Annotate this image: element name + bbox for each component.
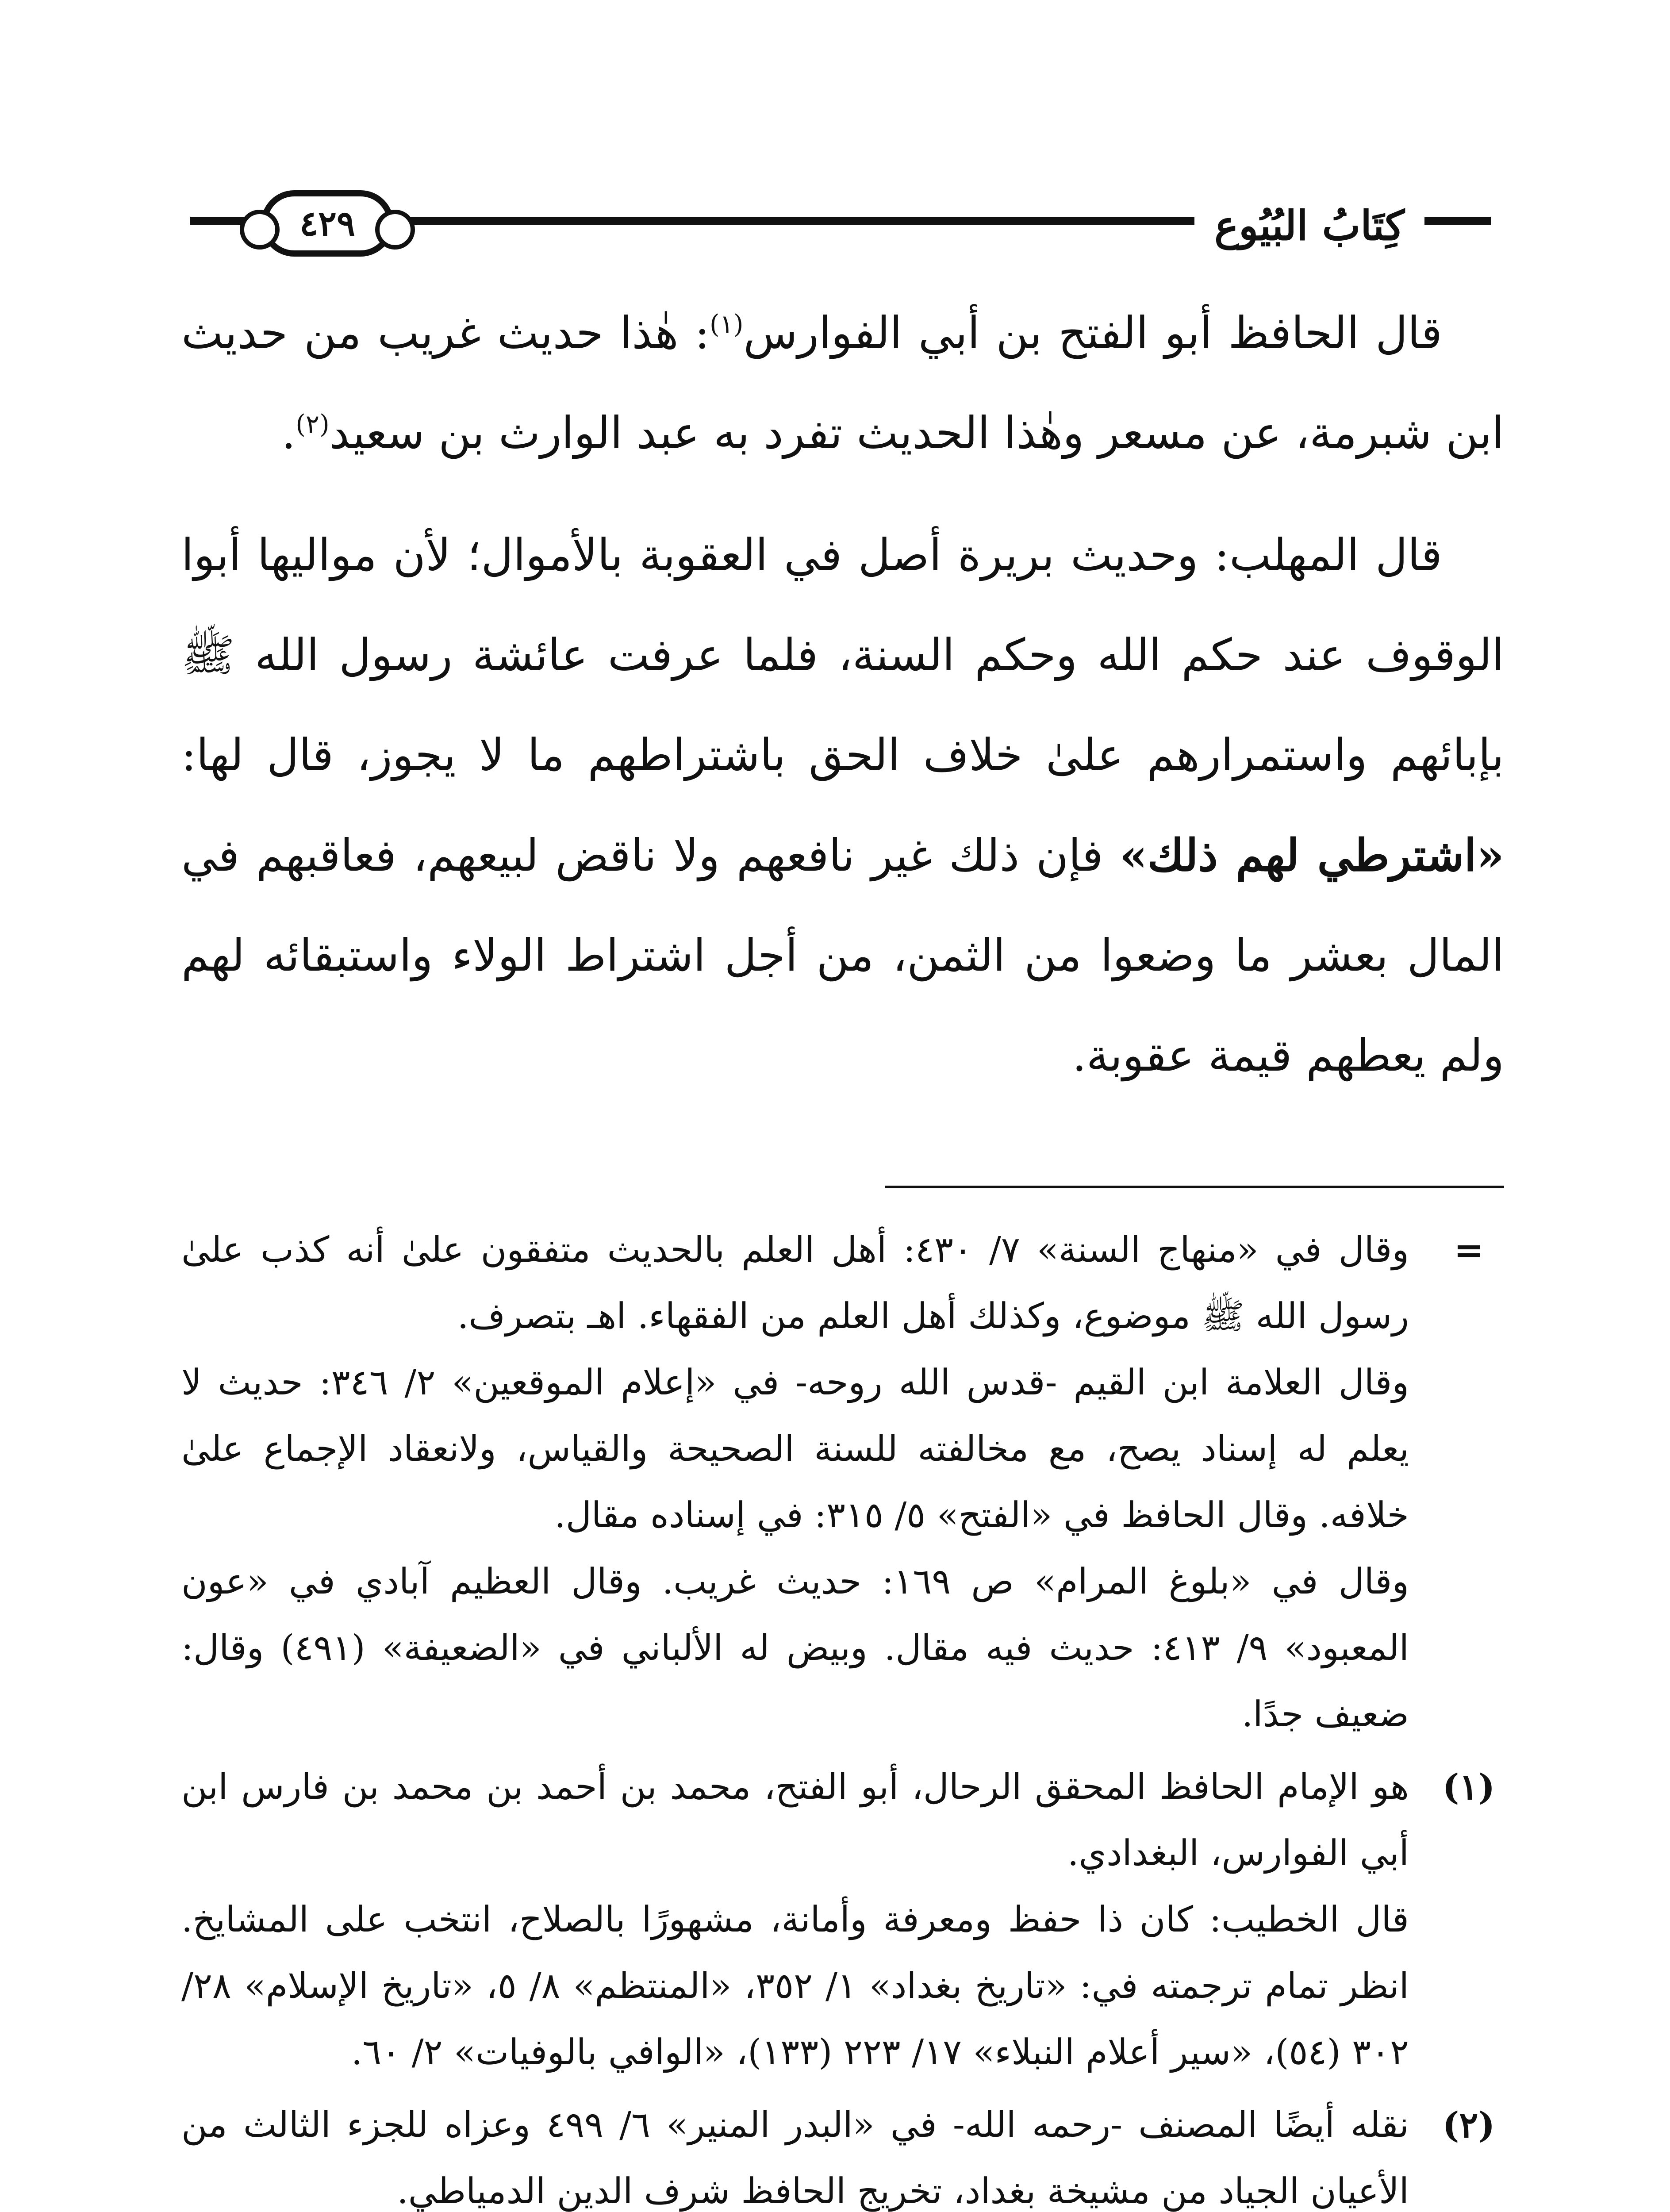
paragraph-1-text-a: قال الحافظ أبو الفتح بن أبي الفوارس [743,307,1442,359]
paragraph-2-text-b: فإن ذلك غير نافعهم ولا ناقض لبيعهم، فعاقبهم في المال بعشر ما وضعوا من الثمن، من أجل اشتراط الولاء واستبقائه لهم ولم يعطهم قيمة عقوبة. [181,830,1504,1081]
paragraph-2-text-a: قال المهلب: وحديث بريرة أصل في العقوبة بالأموال؛ لأن مواليها أبوا الوقوف عند حكم الله وحكم السنة، فلما عرفت عائشة رسول الله ﷺ بإبائهم واستمرارهم علىٰ خلاف الحق باشتراطهم ما لا يجوز، قال لها: [181,529,1504,781]
footnote-line: وقال العلامة ابن القيم -قدس الله روحه- في «إعلام الموقعين» ٢/ ٣٤٦: حديث لا يعلم له إسناد يصح، مع مخالفته للسنة الصحيحة والقياس، ولانعقاد الإجماع علىٰ خلافه. وقال الحافظ في «الفتح» ٥/ ٣١٥: في إسناده مقال. [181,1362,1409,1536]
footnotes [181,1217,1504,2212]
paragraph-1-end: . [281,407,296,459]
running-header [190,190,1491,265]
hadith-quote: «اشترطي لهم ذلك» [1120,829,1505,881]
footnote-line: نقله أيضًا المصنف -رحمه الله- في «البدر المنير» ٦/ ٤٩٩ وعزاه للجزء الثالث من الأعيان الجياد من مشيخة بغداد، تخريج الحافظ شرف الدين الدمياطي. [181,2104,1409,2212]
footnote-2-marker: (٢) [1442,2104,1495,2146]
footnote-ref-1: (١) [710,309,744,339]
book-title: كِتَابُ البُيُوع [1214,202,1405,250]
page-number: ٤٢٩ [261,190,394,257]
footnote-2 [181,2092,1504,2212]
paragraph-1-text-b: : هٰذا حديث غريب من حديث ابن شبرمة، عن مسعر وهٰذا الحديث تفرد به عبد الوارث بن سعيد [181,307,1504,459]
continuation-marker: = [1454,1229,1484,1271]
footnote-line: وقال في «منهاج السنة» ٧/ ٤٣٠: أهل العلم بالحديث متفقون علىٰ أنه كذب علىٰ رسول الله ﷺ موضوع، وكذلك أهل العلم من الفقهاء. اهـ بتصرف. [181,1229,1409,1336]
footnote-line: هو الإمام الحافظ المحقق الرحال، أبو الفتح، محمد بن أحمد بن محمد بن فارس ابن أبي الفوارس، البغدادي. [181,1766,1409,1874]
main-text [181,283,1504,1128]
footnote-1-marker: (١) [1442,1766,1495,1808]
footnote-ref-2: (٢) [296,409,330,439]
footnote-line: قال الخطيب: كان ذا حفظ ومعرفة وأمانة، مشهورًا بالصلاح، انتخب على المشايخ. انظر تمام ترجمته في: «تاريخ بغداد» ١/ ٣٥٢، «المنتظم» ٨/ ٥، «تاريخ الإسلام» ٢٨/ ٣٠٢ (٥٤)، «سير أعلام النبلاء» ١٧/ ٢٢٣ (١٣٣)، «الوافي بالوفيات» ٢/ ٦٠. [181,1899,1409,2073]
paragraph-1 [181,283,1504,483]
header-rule-right [1424,217,1491,225]
footnote-line: وقال في «بلوغ المرام» ص ١٦٩: حديث غريب. وقال العظيم آبادي في «عون المعبود» ٩/ ٤١٣: حديث فيه مقال. وبيض له الألباني في «الضعيفة» (٤٩١) وقال: ضعيف جدًا. [181,1561,1409,1735]
paragraph-2 [181,505,1504,1106]
header-rule-middle [358,217,1194,225]
footnote-1 [181,1754,1504,2085]
footnote-continuation [181,1217,1504,1747]
footnote-separator [885,1186,1504,1188]
